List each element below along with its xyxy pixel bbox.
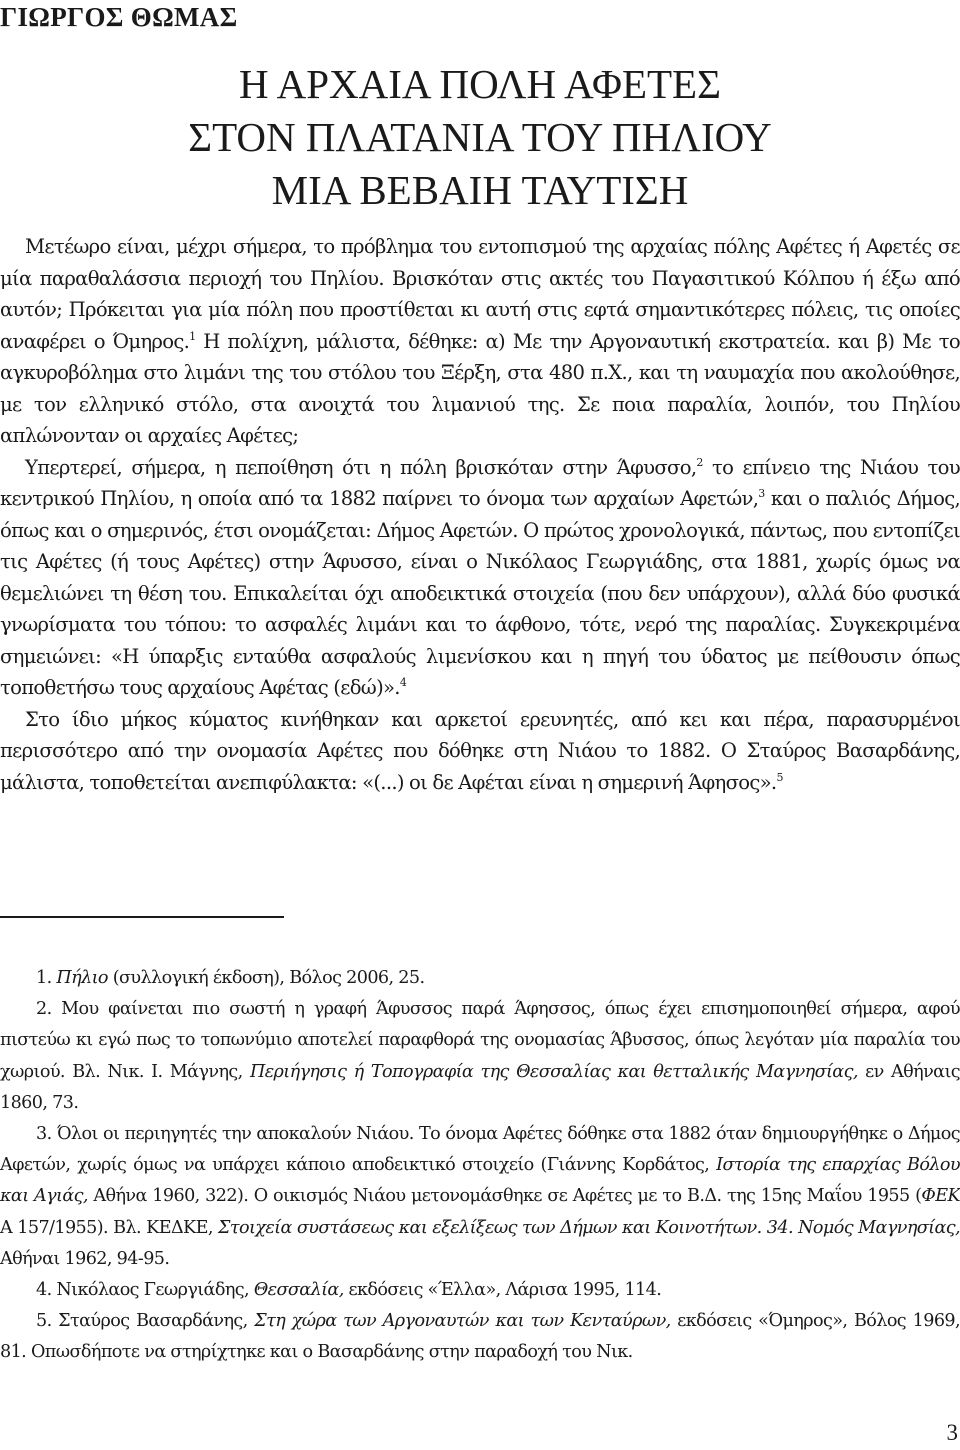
footnote-ref: 3: [758, 487, 765, 500]
footnote-text: εκδόσεις «Έλλα», Λάρισα 1995, 114.: [343, 1280, 662, 1301]
article-body: [0, 231, 960, 798]
footnote-2: [0, 994, 960, 1119]
footnote-text: Αθήναι 1962, 94-95.: [0, 1248, 170, 1269]
footnote-ref: 1: [189, 329, 196, 343]
footnote-text: 3. Όλοι οι περιηγητές την αποκαλούν Νιάου. Το όνομα Αφέτες δόθηκε στα 1882 όταν δημιουργήθηκε ο Δήμος Αφετών, χωρίς όμως να υπάρχει κάποιο αποδεικτικό στοιχείο (Γιάννης Κορδάτος,: [0, 1124, 960, 1176]
title-line-1: Η ΑΡΧΑΙΑ ΠΟΛΗ ΑΦΕΤΕΣ: [239, 61, 721, 107]
footnote-text: εκδόσεις «Όμηρος», Βόλος 1969, 81. Οπωσδήποτε να στηρίχτηκε και ο Βασαρδάνης στην παραδοχή του Νικ.: [0, 1311, 960, 1363]
footnote-italic: Θεσσαλία,: [253, 1280, 344, 1301]
footnote-4: [0, 1275, 960, 1306]
paragraph-text: Υπερτερεί, σήμερα, η πεποίθηση ότι η πόλη βρισκόταν στην Άφυσσο,: [25, 455, 697, 479]
footnote-5: [0, 1306, 960, 1368]
footnote-text: (συλλογική έκδοση), Βόλος 2006, 25.: [107, 968, 425, 988]
footnote-ref: 2: [696, 455, 703, 469]
footnote-text: Αθήνα 1960, 322). Ο οικισμός Νιάου μετονομάσθηκε σε Αφέτες με το Β.Δ. της 15ης Μαΐου 1955 (: [87, 1186, 922, 1207]
footnote-text: 1.: [36, 968, 57, 988]
paragraph-text: και ο παλιός Δήμος, όπως και ο σημερινός, έτσι ονομάζεται: Δήμος Αφετών. Ο πρώτος χρονολογικά, πάντως, που εντοπίζει τις Αφέτες (ή τους Αφέτες) στην Άφυσσο, είναι ο Νικόλαος Γεωργιάδης, στα 1881, χωρίς όμως να θεμελιώνει τη θέση του. Επικαλείται όχι αποδεικτικά στοιχεία (που δεν υπάρχουν), αλλά δύο φυσικά γνωρίσματα του τόπου: το ασφαλές λιμάνι και το άφθονο, τότε, νερό της παραλίας. Συγκεκριμένα σημειώνει: «Η ύπαρξις ενταύθα ασφαλούς λιμενίσκου και η πηγή του ύδατος με πείθουσιν όπως τοποθετήσω τους αρχαίους Αφέτας (εδώ)».: [0, 487, 960, 699]
paragraph-1: [0, 231, 960, 452]
paragraph-text: το επίνειο της Νιάου του κεντρικού Πηλίου, η οποία από τα 1882 παίρνει το όνομα των αρχαίων Αφετών,: [0, 455, 960, 510]
footnote-italic: ΦΕΚ: [921, 1186, 960, 1207]
paragraph-3: [0, 704, 960, 799]
footnote-text: εν Αθήναις 1860, 73.: [0, 1061, 960, 1113]
footnote-italic: Ιστορία της επαρχίας Βόλου και Αγιάς,: [0, 1155, 960, 1207]
footnote-text: 5. Σταύρος Βασαρδάνης,: [36, 1311, 255, 1332]
footnote-3: [0, 1119, 960, 1275]
footnote-divider: [0, 916, 284, 918]
footnotes: [0, 963, 960, 1369]
footnote-1: [0, 963, 960, 994]
page-number: 3: [946, 1420, 958, 1445]
footnote-italic: Στοιχεία συστάσεως και εξελίξεως των Δήμων και Κοινοτήτων. 34. Νομός Μαγνησίας,: [218, 1217, 960, 1238]
footnote-italic: Περιήγησις ή Τοπογραφία της Θεσσαλίας και θετταλικής Μαγνησίας,: [249, 1061, 858, 1082]
footnote-text: 2. Μου φαίνεται πιο σωστή η γραφή Άφυσσος παρά Άφησσος, όπως έχει επισημοποιηθεί σήμερα, αφού πιστεύω κι εγώ πως το τοπωνύμιο αποτελεί παραφθορά της ονομασίας Άβυσσος, όπως λεγόταν μία παραλία του χωριού. Βλ. Νικ. Ι. Μάγνης,: [0, 999, 960, 1082]
footnote-ref: 5: [776, 770, 783, 784]
paragraph-text: Μετέωρο είναι, μέχρι σήμερα, το πρόβλημα του εντοπισμού της αρχαίας πόλης Αφέτες ή Αφετές σε μία παραθαλάσσια περιοχή του Πηλίου. Βρισκόταν στις ακτές του Παγασιτικού Κόλπου ή έξω από αυτόν; Πρόκειται για μία πόλη που προστίθεται κι αυτή στις εφτά σημαντικότερες πόλεις, τις οποίες αναφέρει ο Όμηρος.: [0, 235, 960, 353]
paragraph-text: Η πολίχνη, μάλιστα, δέθηκε: α) Με την Αργοναυτική εκστρατεία. και β) Με το αγκυροβόλημα στο λιμάνι της του στόλου του Ξέρξη, στα 480 π.Χ., και τη ναυμαχία που ακολούθησε, με τον ελληνικό στόλο, στα ανοιχτά του λιμανιού της. Σε ποια παραλία, λοιπόν, του Πηλίου απλώνονταν οι αρχαίες Αφέτες;: [0, 329, 960, 447]
paragraph-text: Στο ίδιο μήκος κύματος κινήθηκαν και αρκετοί ερευνητές, από κει και πέρα, παρασυρμένοι περισσότερο από την ονομασία Αφέτες που δόθηκε στη Νιάου το 1882. Ο Σταύρος Βασαρδάνης, μάλιστα, τοποθετείται ανεπιφύλακτα: «(...) οι δε Αφέται είναι η σημερινή Άφησος».: [0, 707, 960, 794]
author-name: ΓΙΩΡΓΟΣ ΘΩΜΑΣ: [0, 2, 238, 32]
footnote-text: 4. Νικόλαος Γεωργιάδης,: [36, 1280, 254, 1301]
footnote-ref: 4: [399, 676, 407, 689]
footnote-text: Α 157/1955). Βλ. ΚΕΔΚΕ,: [0, 1217, 218, 1238]
title-line-3: ΜΙΑ ΒΕΒΑΙΗ ΤΑΥΤΙΣΗ: [271, 167, 689, 213]
footnote-italic: Στη χώρα των Αργοναυτών και των Κενταύρων,: [254, 1311, 671, 1332]
article-title: [0, 58, 960, 217]
footnote-italic: Πήλιο: [56, 968, 108, 988]
paragraph-2: [0, 452, 960, 704]
title-line-2: ΣΤΟΝ ΠΛΑΤΑΝΙΑ ΤΟΥ ΠΗΛΙΟΥ: [188, 114, 772, 160]
